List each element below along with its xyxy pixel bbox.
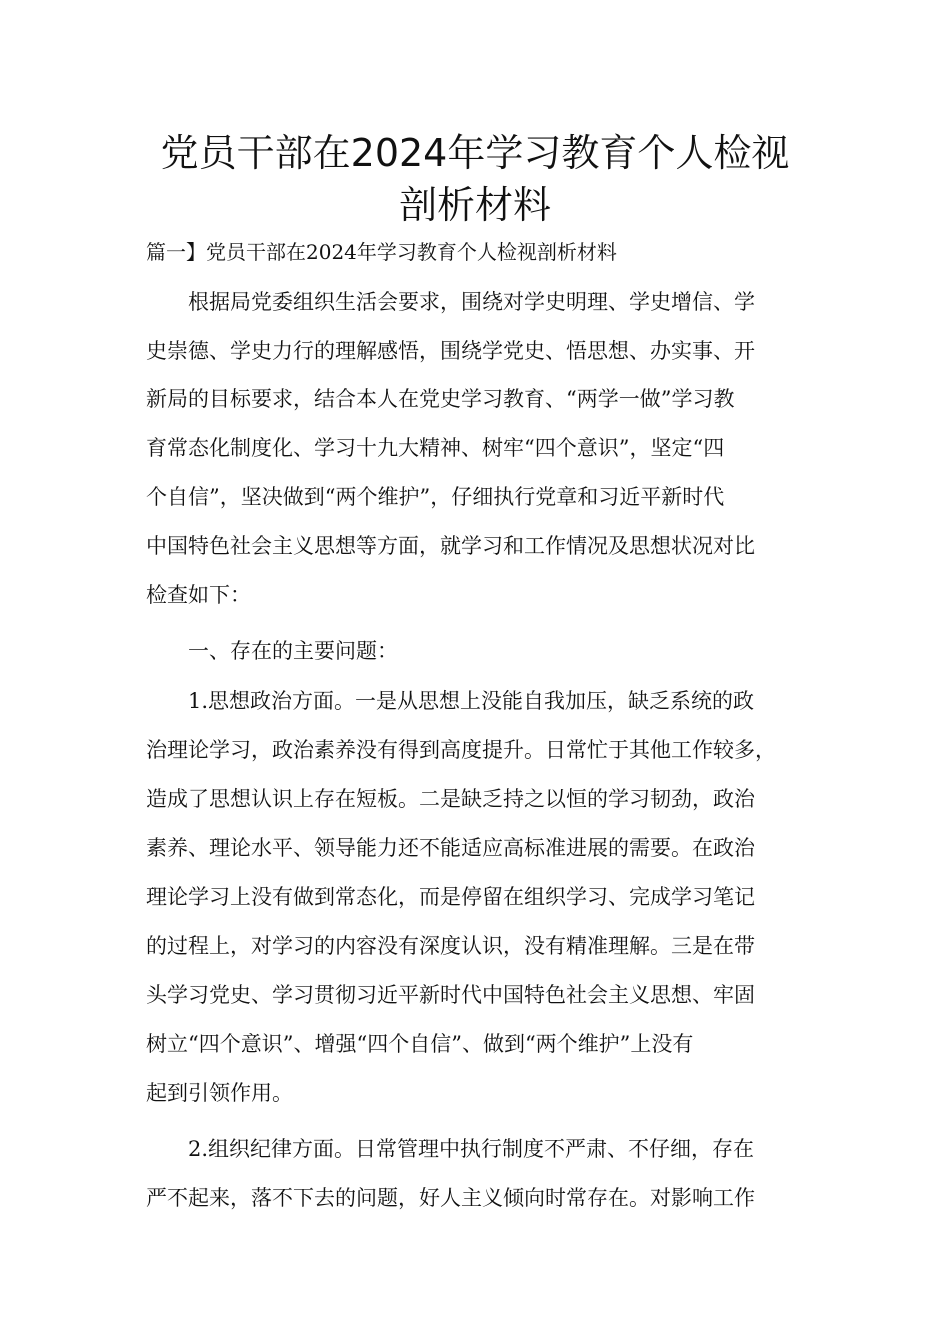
paragraph-line: 史崇德、学史力行的理解感悟，围绕学党史、悟思想、办实事、开 — [146, 339, 755, 363]
paragraph-line: 造成了思想认识上存在短板。二是缺乏持之以恒的学习韧劲，政治 — [146, 787, 755, 811]
paragraph-line: 治理论学习，政治素养没有得到高度提升。日常忙于其他工作较多， — [146, 738, 776, 762]
paragraph-line: 检查如下： — [146, 583, 251, 607]
paragraph-line: 新局的目标要求，结合本人在党史学习教育、“两学一做”学习教 — [146, 387, 735, 411]
paragraph-line: 素养、理论水平、领导能力还不能适应高标准进展的需要。在政治 — [146, 836, 755, 860]
paragraph-line: 个自信”，坚决做到“两个维护”，仔细执行党章和习近平新时代 — [146, 485, 725, 509]
paragraph-line: 育常态化制度化、学习十九大精神、树牢“四个意识”，坚定“四 — [146, 436, 725, 460]
paragraph-line: 1.思想政治方面。一是从思想上没能自我加压，缺乏系统的政 — [188, 689, 755, 713]
paragraph-line: 严不起来，落不下去的问题，好人主义倾向时常存在。对影响工作 — [146, 1186, 755, 1210]
document-subtitle: 篇一】党员干部在2024年学习教育个人检视剖析材料 — [146, 240, 617, 264]
paragraph-line: 中国特色社会主义思想等方面，就学习和工作情况及思想状况对比 — [146, 534, 755, 558]
document-title-line-2: 剖析材料 — [398, 183, 551, 227]
document-title-line-1: 党员干部在2024年学习教育个人检视 — [160, 131, 790, 175]
section-heading: 一、存在的主要问题： — [188, 639, 398, 663]
paragraph-line: 根据局党委组织生活会要求，围绕对学史明理、学史增信、学 — [188, 290, 755, 314]
paragraph-line: 头学习党史、学习贯彻习近平新时代中国特色社会主义思想、牢固 — [146, 983, 755, 1007]
paragraph-line: 2.组织纪律方面。日常管理中执行制度不严肃、不仔细，存在 — [188, 1137, 755, 1161]
paragraph-line: 树立“四个意识”、增强“四个自信”、做到“两个维护”上没有 — [146, 1032, 694, 1056]
paragraph-line: 起到引领作用。 — [146, 1081, 293, 1105]
paragraph-line: 的过程上，对学习的内容没有深度认识，没有精准理解。三是在带 — [146, 934, 755, 958]
paragraph-line: 理论学习上没有做到常态化，而是停留在组织学习、完成学习笔记 — [146, 885, 755, 909]
